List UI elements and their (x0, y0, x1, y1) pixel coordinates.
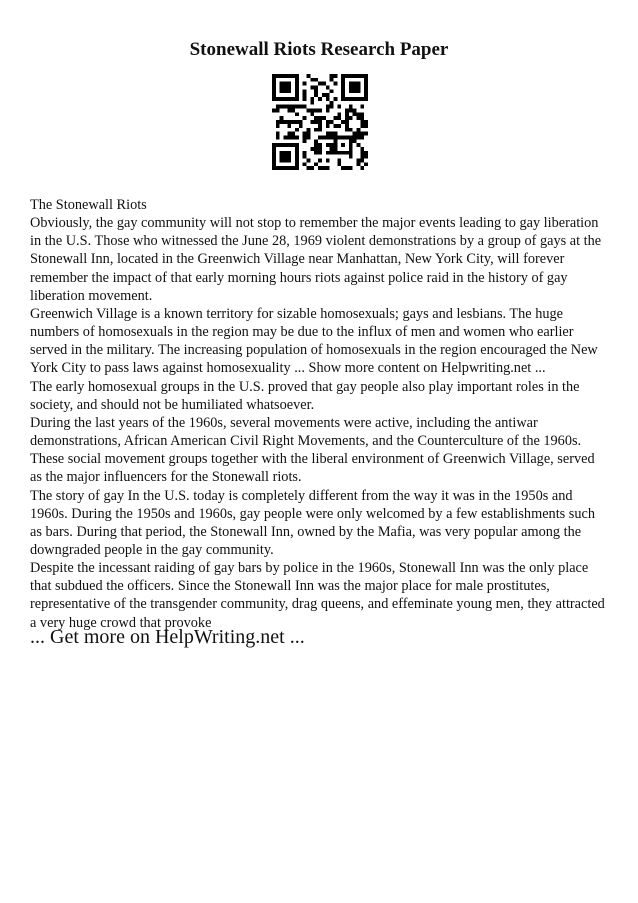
paragraph: Obviously, the gay community will not stop to remember the major events leading to gay liberation in the U.S. Those who witnessed the June 28, 1969 violent demonstrations by a group of gays at the Stonewall Inn, located in the Greenwich Village near Manhattan, New York City, will forever remember the impact of that early morning hours riots against police raid in the history of gay liberation movement. (30, 215, 602, 304)
qr-code-graphic (272, 74, 368, 170)
paragraph-heading: The Stonewall Riots (30, 197, 147, 213)
paragraph: Greenwich Village is a known territory for sizable homosexuals; gays and lesbians. The huge numbers of homosexuals in the region may be due to the influx of men and women who earlier served in the military. The increasing population of homosexuals in the region encouraged the New York City to pass laws against homosexuality ... Show more content on Helpwriting.net ... (30, 305, 598, 377)
article-body (30, 196, 610, 632)
get-more-link[interactable]: ... Get more on HelpWriting.net ... (30, 626, 305, 648)
qr-code-icon[interactable] (272, 74, 368, 170)
paragraph: The story of gay In the U.S. today is completely different from the way it was in the 1950s and 1960s. During the 1950s and 1960s, gay people were only welcomed by a few establishments such as bars. During that period, the Stonewall Inn, owned by the Mafia, was very popular among the downgraded people in the gay community. (30, 487, 596, 558)
page-title: Stonewall Riots Research Paper (189, 39, 449, 60)
paragraph: Despite the incessant raiding of gay bars by police in the 1960s, Stonewall Inn was the only place that subdued the officers. Since the Stonewall Inn was the major place for male prostitutes, representative of the transgender community, drag queens, and effeminate young men, they attracted a very huge crowd that provoke (30, 560, 605, 631)
paragraph: During the last years of the 1960s, several movements were active, including the antiwar demonstrations, African American Civil Right Movements, and the Counterculture of the 1960s. These social movement groups together with the liberal environment of Greenwich Village, served as the major influencers for the Stonewall riots. (30, 414, 595, 486)
paragraph: The early homosexual groups in the U.S. proved that gay people also play important roles in the society, and should not be humiliated whatsoever. (30, 378, 580, 413)
